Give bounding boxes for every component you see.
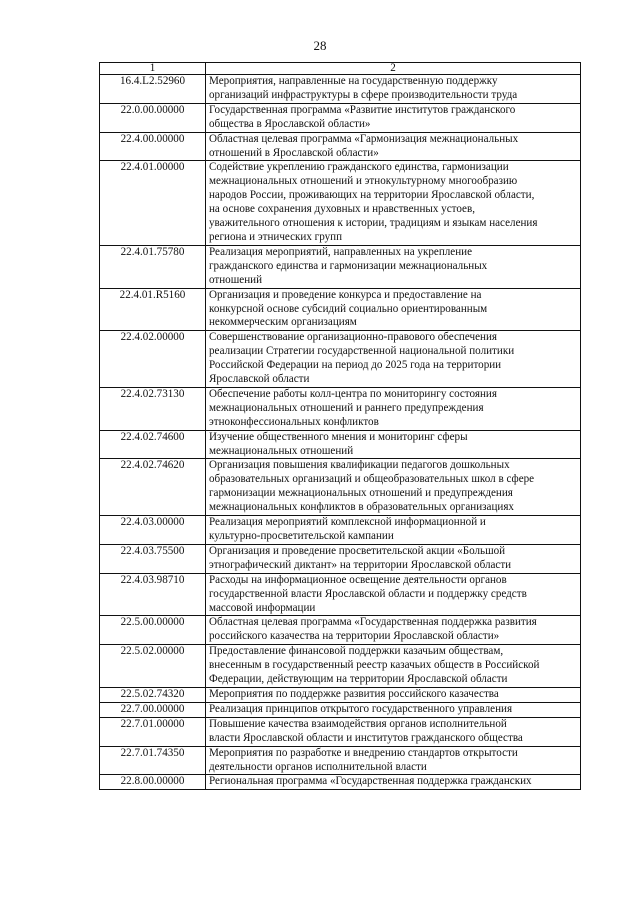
row-name-line: реализации Стратегии государственной национальной политики: [209, 345, 515, 358]
table-row: [100, 717, 581, 746]
row-name-cell: [206, 288, 581, 331]
table-row: [100, 516, 581, 545]
row-code-cell: 22.4.03.98710: [100, 573, 206, 616]
row-name-line: межнациональных отношений и раннего предупреждения: [209, 401, 484, 414]
table-row: [100, 75, 581, 104]
row-code-cell: 22.4.01.00000: [100, 161, 206, 245]
row-name-cell: [206, 645, 581, 688]
row-name-line: Организация и проведение просветительской акции «Большой: [209, 544, 506, 557]
row-name-line: гармонизации межнациональных отношений и предупреждения: [209, 487, 513, 500]
table-row: [100, 645, 581, 688]
row-code-cell: 22.4.01.75780: [100, 245, 206, 288]
table-row: [100, 132, 581, 161]
row-name-line: Ярославской области: [209, 373, 310, 386]
row-code-cell: 22.5.02.00000: [100, 645, 206, 688]
row-name-line: Реализация принципов открытого государственного управления: [209, 702, 513, 715]
row-name-line: Обеспечение работы колл-центра по мониторингу состояния: [209, 387, 497, 400]
row-name-line: Совершенствование организационно-правового обеспечения: [209, 331, 497, 344]
row-name-line: этноконфессиональных конфликтов: [209, 415, 379, 428]
row-code-cell: 22.4.01.R5160: [100, 288, 206, 331]
row-name-line: межнациональных конфликтов в образовательных организациях: [209, 501, 514, 514]
budget-classification-table: [99, 62, 581, 790]
row-name-line: народов России, проживающих на территории Ярославской области,: [209, 189, 535, 202]
column-header-name: 2: [206, 63, 581, 75]
row-code-cell: 22.4.02.00000: [100, 331, 206, 388]
table-row: [100, 245, 581, 288]
table-row: [100, 702, 581, 717]
row-name-cell: [206, 702, 581, 717]
row-name-line: образовательных организаций и общеобразовательных школ в сфере: [209, 473, 535, 486]
table-row: [100, 331, 581, 388]
row-name-line: отношений в Ярославской области»: [209, 146, 379, 159]
row-name-line: Мероприятия по разработке и внедрению стандартов открытости: [209, 746, 518, 759]
table-row: [100, 775, 581, 790]
row-name-line: межнациональных отношений и этнокультурному многообразию: [209, 175, 518, 188]
row-name-line: культурно-просветительской кампании: [209, 530, 394, 542]
row-name-line: отношений: [209, 273, 263, 286]
row-name-cell: [206, 103, 581, 132]
row-name-line: региона и этнических групп: [209, 230, 343, 243]
row-code-cell: 22.4.02.74620: [100, 459, 206, 516]
row-code-cell: 22.4.00.00000: [100, 132, 206, 161]
row-code-cell: 22.4.02.73130: [100, 387, 206, 430]
row-name-line: Мероприятия, направленные на государственную поддержку: [209, 75, 498, 87]
table-body: [100, 75, 581, 790]
row-name-line: массовой информации: [209, 601, 316, 614]
row-name-line: Российской Федерации на период до 2025 года на территории: [209, 359, 502, 372]
row-name-line: общества в Ярославской области»: [209, 117, 371, 130]
table-row: [100, 746, 581, 775]
table-row: [100, 544, 581, 573]
row-name-line: российского казачества на территории Ярославской области»: [209, 630, 500, 643]
row-name-line: гражданского единства и гармонизации межнациональных: [209, 259, 488, 272]
row-name-line: Организация повышения квалификации педагогов дошкольных: [209, 459, 510, 472]
row-code-cell: 22.8.00.00000: [100, 775, 206, 790]
row-name-line: организаций инфраструктуры в сфере производительности труда: [209, 88, 518, 101]
row-name-cell: [206, 687, 581, 702]
row-name-line: Содействие укреплению гражданского единства, гармонизации: [209, 161, 509, 174]
row-code-cell: 22.0.00.00000: [100, 103, 206, 132]
row-name-cell: [206, 245, 581, 288]
row-code-cell: 22.4.02.74600: [100, 430, 206, 459]
row-name-line: уважительного отношения к истории, традициям и языкам населения: [209, 217, 538, 230]
row-name-line: государственной власти Ярославской области и поддержку средств: [209, 587, 527, 600]
row-name-line: Областная целевая программа «Государственная поддержка развития: [209, 616, 537, 629]
row-name-cell: [206, 161, 581, 245]
row-name-cell: [206, 459, 581, 516]
row-name-cell: [206, 717, 581, 746]
row-name-cell: [206, 430, 581, 459]
row-name-line: внесенным в государственный реестр казачьих обществ в Российской: [209, 659, 540, 672]
row-code-cell: 22.4.03.75500: [100, 544, 206, 573]
row-name-cell: [206, 75, 581, 104]
table-row: [100, 103, 581, 132]
table-header-row: [100, 63, 581, 75]
row-code-cell: 22.7.00.00000: [100, 702, 206, 717]
table-row: [100, 573, 581, 616]
row-name-line: Федерации, действующим на территории Ярославской области: [209, 673, 508, 686]
row-name-line: Государственная программа «Развитие институтов гражданского: [209, 103, 516, 116]
row-name-cell: [206, 387, 581, 430]
row-name-line: Мероприятия по поддержке развития российского казачества: [209, 687, 499, 700]
row-name-cell: [206, 775, 581, 790]
row-name-cell: [206, 331, 581, 388]
row-name-line: некоммерческим организациям: [209, 316, 357, 329]
table-row: [100, 687, 581, 702]
row-code-cell: 22.5.00.00000: [100, 616, 206, 645]
row-name-cell: [206, 746, 581, 775]
row-name-line: Реализация мероприятий, направленных на укрепление: [209, 245, 473, 258]
row-code-cell: 22.4.03.00000: [100, 516, 206, 545]
row-code-cell: 22.7.01.74350: [100, 746, 206, 775]
row-name-cell: [206, 616, 581, 645]
row-name-line: конкурсной основе субсидий социально ориентированным: [209, 302, 488, 315]
row-code-cell: 16.4.L2.52960: [100, 75, 206, 104]
row-name-line: деятельности органов исполнительной власти: [209, 760, 427, 773]
table-row: [100, 288, 581, 331]
row-name-cell: [206, 132, 581, 161]
row-name-line: этнографический диктант» на территории Ярославской области: [209, 558, 512, 571]
table-row: [100, 430, 581, 459]
row-name-line: Изучение общественного мнения и мониторинг сферы: [209, 430, 468, 443]
row-name-cell: [206, 573, 581, 616]
table-row: [100, 459, 581, 516]
row-name-line: Региональная программа «Государственная поддержка гражданских: [209, 775, 532, 788]
row-code-cell: 22.5.02.74320: [100, 687, 206, 702]
table-row: [100, 616, 581, 645]
table-row: [100, 161, 581, 245]
row-name-line: Организация и проведение конкурса и предоставление на: [209, 288, 482, 301]
page-number: 28: [313, 38, 327, 53]
row-name-line: Реализация мероприятий комплексной информационной и: [209, 516, 486, 529]
row-name-line: Повышение качества взаимодействия органов исполнительной: [209, 717, 507, 730]
row-name-line: на основе сохранения духовных и нравственных устоев,: [209, 203, 475, 216]
row-name-line: власти Ярославской области и институтов гражданского общества: [209, 731, 523, 744]
column-header-code: 1: [100, 63, 206, 75]
row-code-cell: 22.7.01.00000: [100, 717, 206, 746]
row-name-line: Расходы на информационное освещение деятельности органов: [209, 573, 507, 586]
table-row: [100, 387, 581, 430]
row-name-cell: [206, 516, 581, 545]
row-name-line: Областная целевая программа «Гармонизация межнациональных: [209, 132, 519, 145]
row-name-cell: [206, 544, 581, 573]
row-name-line: Предоставление финансовой поддержки казачьим обществам,: [209, 645, 504, 658]
row-name-line: межнациональных отношений: [209, 444, 354, 457]
